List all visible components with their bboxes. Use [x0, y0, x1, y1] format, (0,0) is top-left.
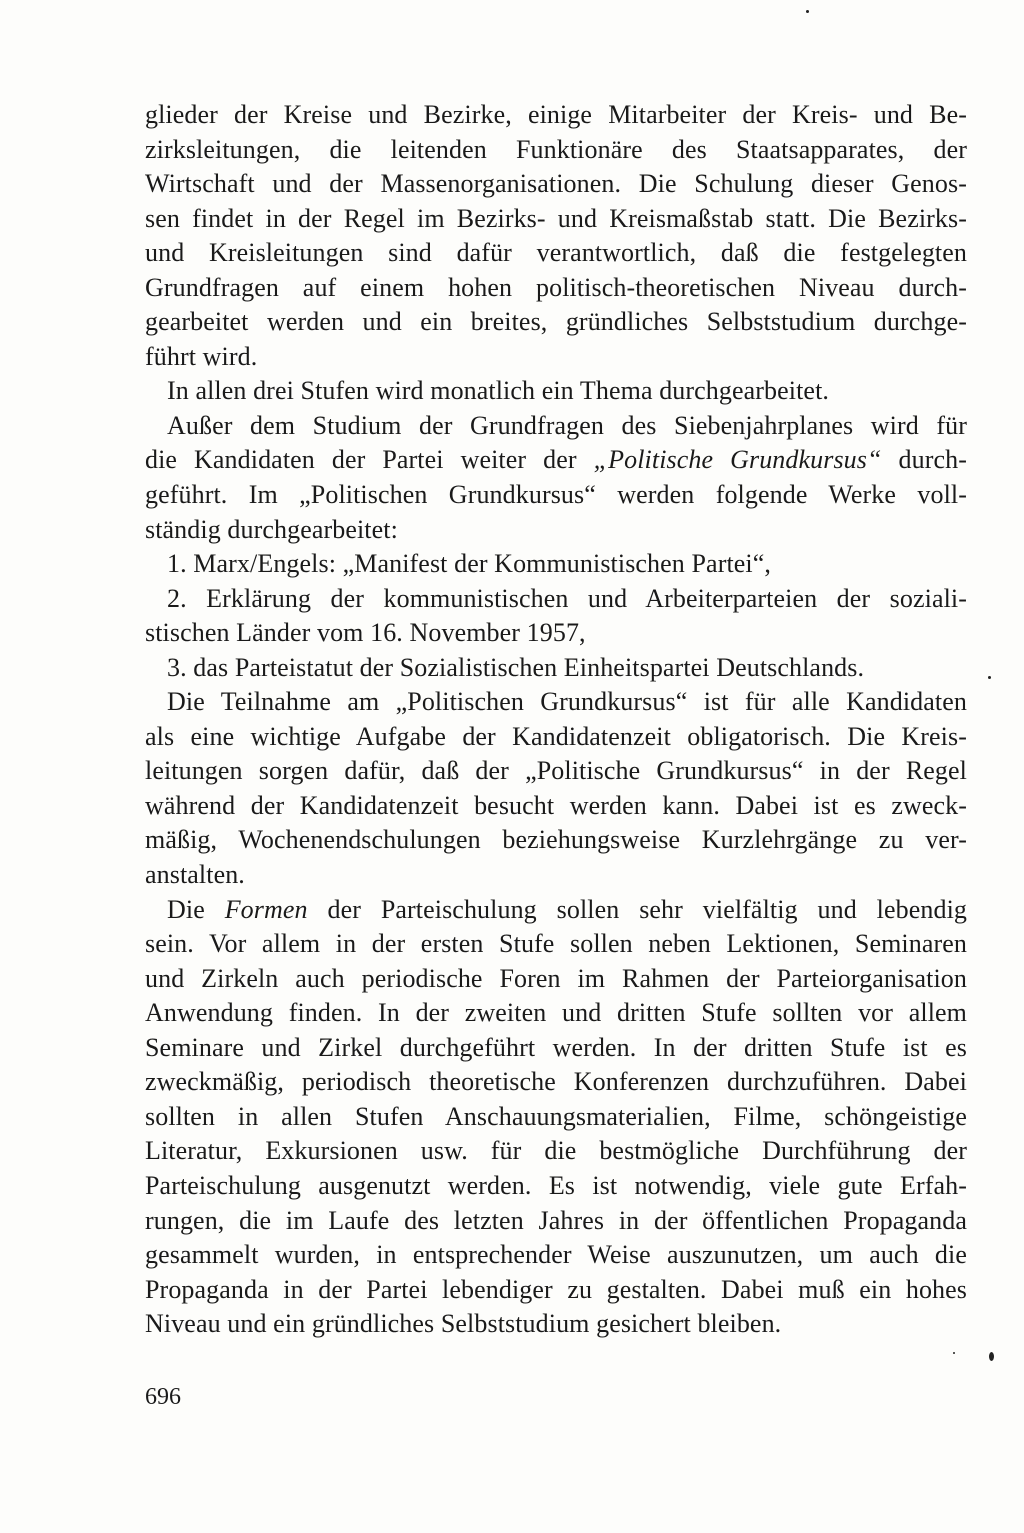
text-line: [145, 893, 967, 928]
text-line: glieder der Kreise und Bezirke, einige Mitarbeiter der Kreis- und Be-: [145, 100, 967, 129]
text-line: und Zirkeln auch periodische Foren im Rahmen der Parteiorganisation: [145, 963, 967, 993]
text-segment: der Parteischulung sollen sehr vielfältig und lebendig: [307, 894, 967, 924]
text-line: sollten in allen Stufen Anschauungsmaterialien, Filme, schöngeistige: [145, 1101, 967, 1131]
body-text: [145, 98, 967, 1342]
emphasis-text: „Politische Grundkursus“: [593, 445, 882, 475]
page-number: 696: [145, 1384, 181, 1410]
text-line: als eine wichtige Aufgabe der Kandidatenzeit obligatorisch. Die Kreis-: [145, 721, 967, 751]
text-line: leitungen sorgen dafür, daß der „Politische Grundkursus“ in der Regel: [145, 756, 967, 786]
text-line: In allen drei Stufen wird monatlich ein Thema durchgearbeitet.: [167, 376, 829, 406]
text-segment: die Kandidaten der Partei weiter der: [145, 445, 594, 475]
text-line: Niveau und ein gründliches Selbststudium gesichert bleiben.: [145, 1309, 782, 1339]
text-line: rungen, die im Laufe des letzten Jahres in der öffentlichen Propaganda: [145, 1205, 967, 1235]
text-line: Parteischulung ausgenutzt werden. Es ist notwendig, viele gute Erfah-: [145, 1170, 967, 1200]
text-line: geführt. Im „Politischen Grundkursus“ werden folgende Werke voll-: [145, 480, 967, 510]
print-speck: [806, 10, 809, 13]
text-line: mäßig, Wochenendschulungen beziehungsweise Kurzlehrgänge zu ver-: [145, 825, 967, 855]
text-line: Grundfragen auf einem hohen politisch-theoretischen Niveau durch-: [145, 272, 967, 302]
print-speck: [989, 1352, 994, 1361]
text-line: sen findet in der Regel im Bezirks- und Kreismaßstab statt. Die Bezirks-: [145, 203, 967, 233]
text-line: Literatur, Exkursionen usw. für die bestmögliche Durchführung der: [145, 1136, 967, 1166]
text-segment: durch-: [881, 445, 967, 475]
text-line: Seminare und Zirkel durchgeführt werden. In der dritten Stufe ist es: [145, 1032, 967, 1062]
text-line: Außer dem Studium der Grundfragen des Siebenjahrplanes wird für: [167, 410, 967, 440]
text-line: 3. das Parteistatut der Sozialistischen Einheitspartei Deutschlands.: [167, 652, 865, 682]
text-line: während der Kandidatenzeit besucht werden kann. Dabei ist es zweck-: [145, 790, 967, 820]
text-line: zirksleitungen, die leitenden Funktionäre des Staatsapparates, der: [145, 134, 967, 164]
text-line: stischen Länder vom 16. November 1957,: [145, 618, 586, 648]
text-line: 1. Marx/Engels: „Manifest der Kommunistischen Partei“,: [167, 549, 771, 579]
text-line: sein. Vor allem in der ersten Stufe sollen neben Lektionen, Seminaren: [145, 929, 967, 959]
text-line: gearbeitet werden und ein breites, gründliches Selbststudium durchge-: [145, 307, 967, 337]
text-line: führt wird.: [145, 341, 258, 371]
text-line: anstalten.: [145, 860, 245, 890]
text-line: 2. Erklärung der kommunistischen und Arbeiterparteien der soziali-: [167, 583, 967, 613]
text-line: Propaganda in der Partei lebendiger zu gestalten. Dabei muß ein hohes: [145, 1274, 967, 1304]
text-line: Wirtschaft und der Massenorganisationen. Die Schulung dieser Genos-: [145, 169, 967, 199]
text-line: Anwendung finden. In der zweiten und dritten Stufe sollten vor allem: [145, 998, 967, 1028]
text-line: [145, 443, 967, 478]
text-line: gesammelt wurden, in entsprechender Weise auszunutzen, um auch die: [145, 1240, 967, 1270]
text-line: zweckmäßig, periodisch theoretische Konferenzen durchzuführen. Dabei: [145, 1067, 967, 1097]
text-line: und Kreisleitungen sind dafür verantwortlich, daß die festgelegten: [145, 238, 967, 268]
print-speck: [988, 676, 991, 679]
print-speck: [953, 1352, 955, 1354]
text-line: Die Teilnahme am „Politischen Grundkursus“ ist für alle Kandidaten: [167, 687, 967, 717]
text-segment: Die: [167, 894, 225, 924]
emphasis-text: Formen: [224, 894, 308, 924]
text-line: ständig durchgearbeitet:: [145, 514, 398, 544]
